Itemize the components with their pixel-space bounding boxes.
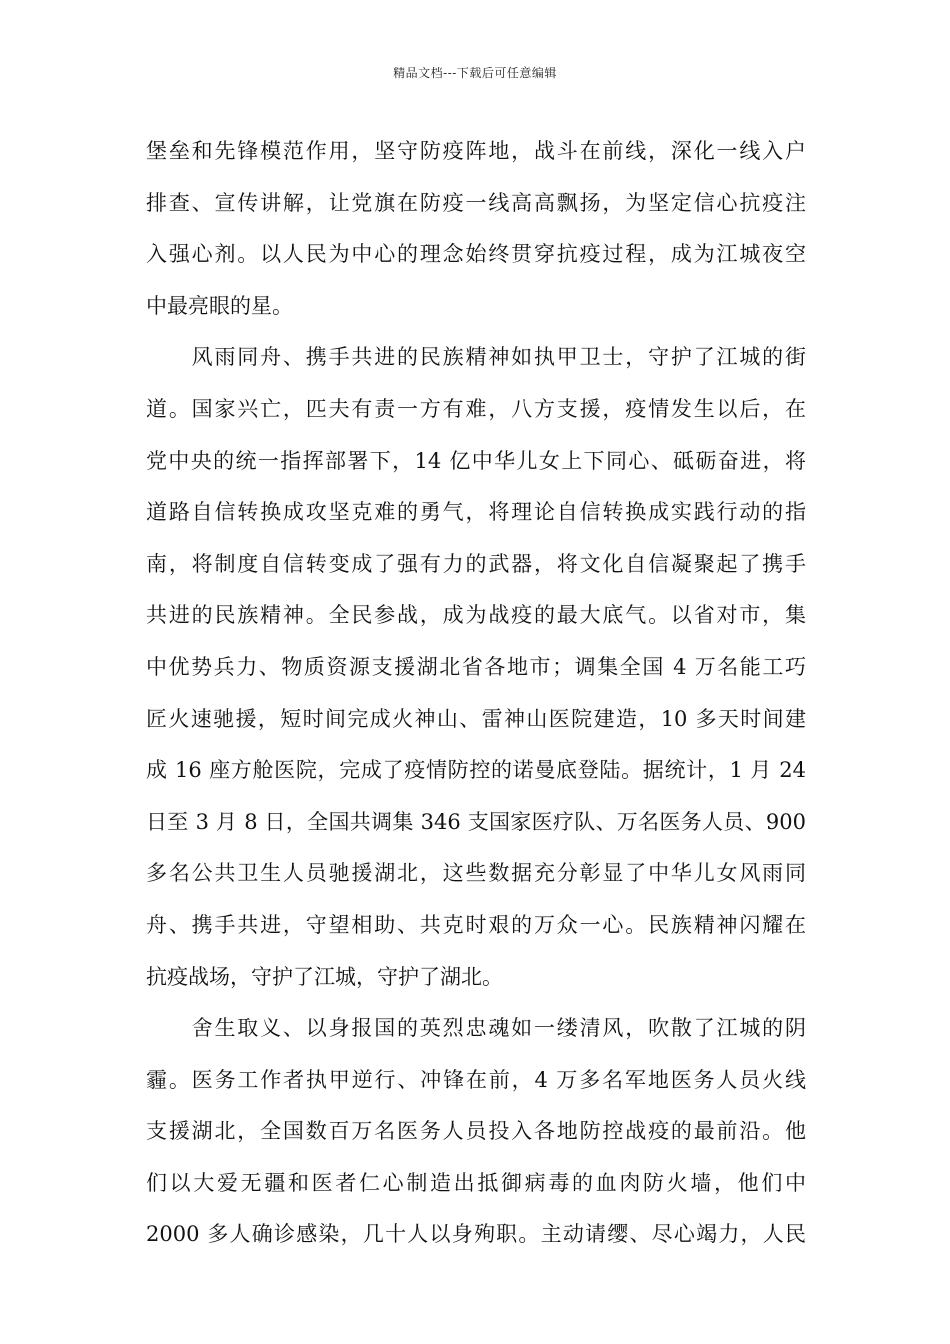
text-line: 抗疫战场，守护了江城，守护了湖北。: [146, 964, 503, 989]
text-line: 舟、携手共进，守望相助、共克时艰的万众一心。民族精神闪耀在: [146, 912, 806, 937]
text-line: 霾。医务工作者执甲逆行、冲锋在前，4 万多名军地医务人员火线: [146, 1067, 806, 1092]
text-line: 南，将制度自信转变成了强有力的武器，将文化自信凝聚起了携手: [146, 551, 806, 576]
text-line: 匠火速驰援，短时间完成火神山、雷神山医院建造，10 多天时间建: [146, 706, 806, 731]
page-header: 精品文档---下载后可任意编辑: [393, 66, 557, 80]
body-text: [146, 126, 806, 1261]
text-line: 支援湖北，全国数百万名医务人员投入各地防控战疫的最前沿。他: [146, 1119, 806, 1144]
text-line: 党中央的统一指挥部署下，14 亿中华儿女上下同心、砥砺奋进，将: [146, 448, 806, 473]
text-line: 共进的民族精神。全民参战，成为战疫的最大底气。以省对市，集: [146, 603, 806, 628]
text-line: 成 16 座方舱医院，完成了疫情防控的诺曼底登陆。据统计，1 月 24: [146, 758, 806, 783]
text-line: 中最亮眼的星。: [146, 293, 293, 318]
text-line: 多名公共卫生人员驰援湖北，这些数据充分彰显了中华儿女风雨同: [146, 861, 806, 886]
text-line: 们以大爱无疆和医者仁心制造出抵御病毒的血肉防火墙，他们中: [146, 1170, 806, 1195]
text-line: 道路自信转换成攻坚克难的勇气，将理论自信转换成实践行动的指: [146, 500, 806, 525]
text-line: 入强心剂。以人民为中心的理念始终贯穿抗疫过程，成为江城夜空: [146, 242, 806, 267]
text-line: 道。国家兴亡，匹夫有责一方有难，八方支援，疫情发生以后，在: [146, 396, 806, 421]
text-line: 堡垒和先锋模范作用，坚守防疫阵地，战斗在前线，深化一线入户: [146, 139, 806, 163]
text-line: 中优势兵力、物质资源支援湖北省各地市；调集全国 4 万名能工巧: [146, 654, 806, 679]
text-line: 风雨同舟、携手共进的民族精神如执甲卫士，守护了江城的街: [146, 345, 806, 370]
text-line: 日至 3 月 8 日，全国共调集 346 支国家医疗队、万名医务人员、900: [146, 809, 806, 834]
text-line: 排查、宣传讲解，让党旗在防疫一线高高飘扬，为坚定信心抗疫注: [146, 190, 806, 215]
text-line: 舍生取义、以身报国的英烈忠魂如一缕清风，吹散了江城的阴: [146, 1016, 806, 1041]
text-line: 2000 多人确诊感染，几十人以身殉职。主动请缨、尽心竭力，人民: [146, 1222, 806, 1247]
